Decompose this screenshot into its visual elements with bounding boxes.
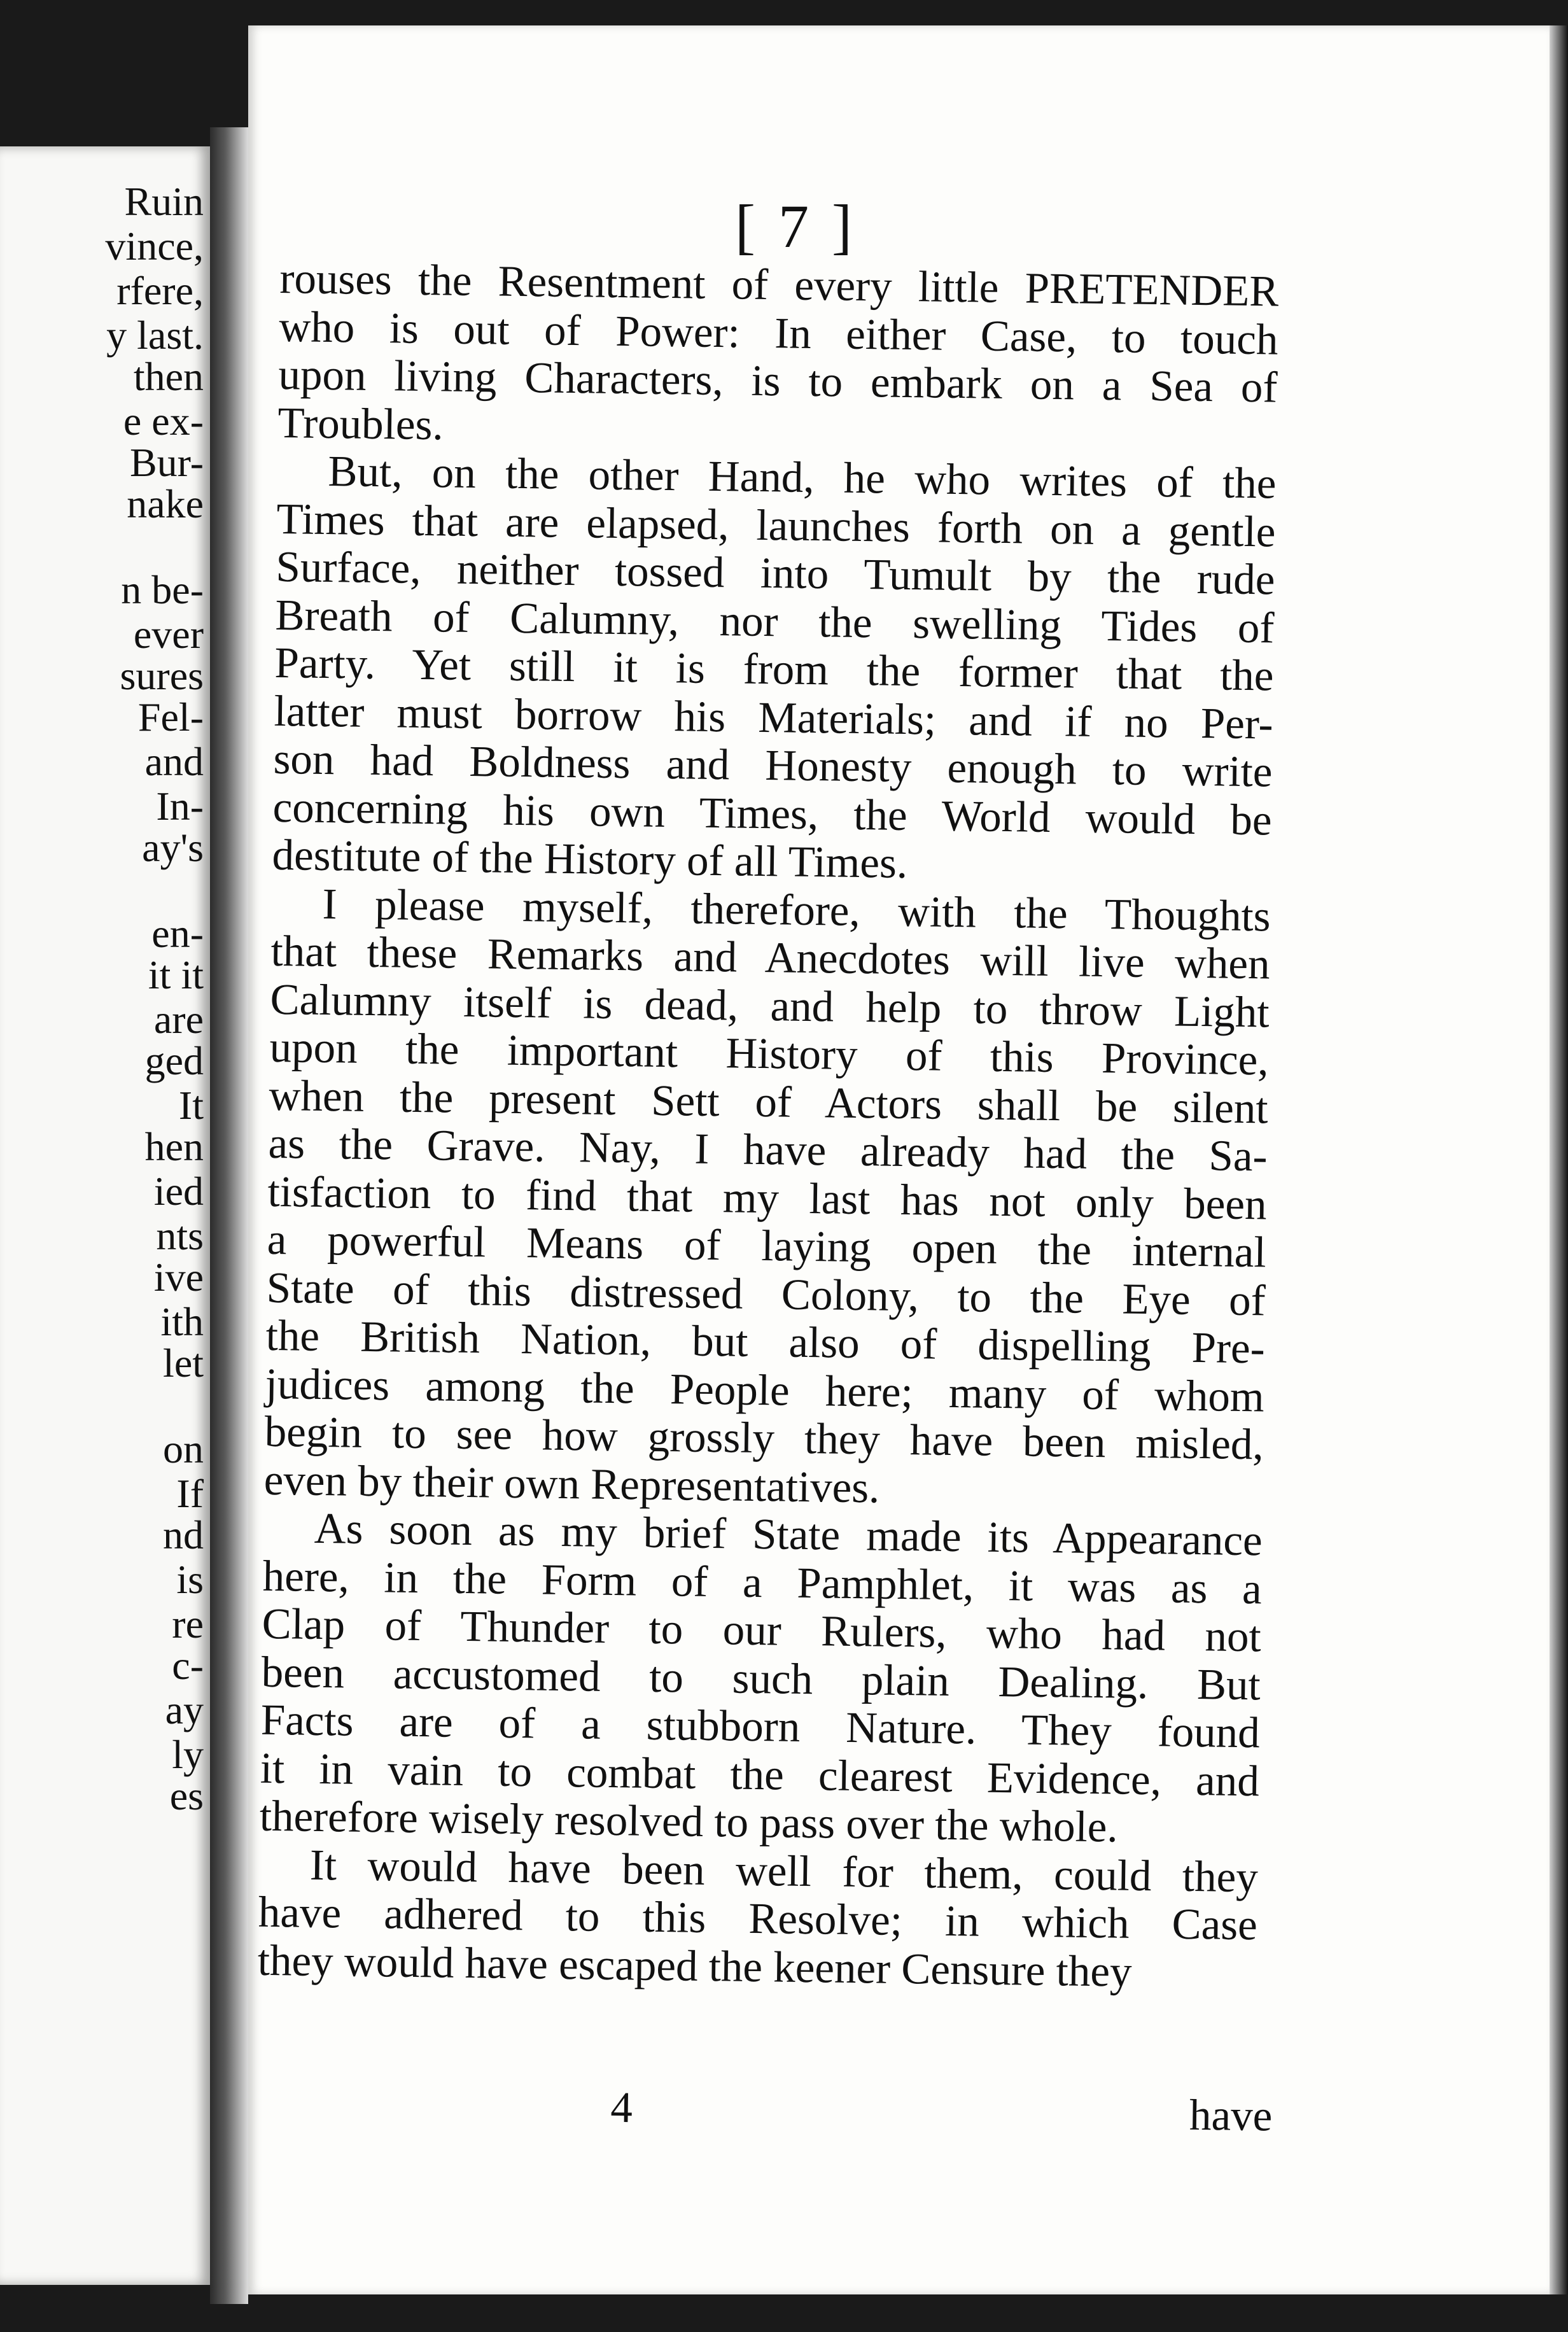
text-line: Troubles. (277, 398, 444, 449)
left-page-fragment: In- (156, 783, 204, 829)
left-page-fragment: ged (144, 1038, 204, 1083)
left-page-fragment: sures (120, 653, 204, 698)
text-line: who is out of Power: In either Case, to touch (279, 302, 1278, 364)
text-line: latter must borrow his Materials; and if no Per- (274, 686, 1273, 748)
left-page-fragment: it it (148, 952, 204, 997)
left-page-fragment: It (178, 1083, 204, 1128)
left-page-fragment: If (176, 1471, 204, 1516)
text-line: judices among the People here; many of whom (265, 1359, 1265, 1421)
text-line: here, in the Form of a Pamphlet, it was as a (262, 1551, 1263, 1613)
body-text (257, 255, 1278, 1997)
text-line: therefore wisely resolved to pass over the whole. (259, 1791, 1119, 1851)
text-line: It would have been well for them, could they (309, 1840, 1259, 1901)
book-gutter (210, 127, 248, 2304)
left-page-fragment: hen (144, 1124, 204, 1169)
text-line: Surface, neither tossed into Tumult by the rude (276, 542, 1275, 604)
left-page-fragment: ly (172, 1732, 204, 1777)
left-page-fragment: let (163, 1340, 204, 1386)
left-page-fragment: es (169, 1773, 204, 1818)
left-page-fragment: on (163, 1426, 204, 1472)
left-page-fragment: nd (163, 1512, 204, 1557)
text-line: Facts are of a stubborn Nature. They found (260, 1695, 1261, 1757)
text-line: it in vain to combat the clearest Evidence, and (260, 1743, 1260, 1805)
text-line: Calumny itself is dead, and help to throw Light (270, 974, 1270, 1036)
left-page-fragment: ever (133, 612, 204, 657)
left-page-fragment: ive (153, 1254, 204, 1300)
left-page-fragment: ay's (142, 825, 204, 870)
left-page-fragment: Fel- (137, 694, 204, 740)
left-page-fragment: and (144, 739, 204, 784)
page-edge (1550, 25, 1568, 2294)
text-line: destitute of the History of all Times. (272, 830, 908, 887)
text-line: begin to see how grossly they have been misled, (264, 1407, 1264, 1469)
left-page-fragment: e ex- (123, 398, 204, 444)
text-line: a powerful Means of laying open the internal (267, 1214, 1267, 1277)
page-number: [ 7 ] (735, 192, 856, 260)
left-page (0, 146, 210, 2285)
paragraph (263, 879, 1271, 1517)
paragraph (257, 1840, 1258, 1997)
text-line: State of this distressed Colony, to the Eye of (266, 1263, 1266, 1324)
text-line: they would have escaped the keener Censure they (257, 1935, 1133, 1996)
left-page-fragment: Ruin (124, 179, 204, 224)
left-page-fragment: y last. (106, 313, 204, 358)
text-line: that these Remarks and Anecdotes will live when (270, 926, 1271, 988)
text-line: as the Grave. Nay, I have already had the Sa- (268, 1118, 1268, 1181)
paragraph (272, 447, 1277, 892)
left-page-fragment: then (133, 354, 204, 399)
text-line: the British Nation, but also of dispelling Pre- (265, 1310, 1266, 1373)
text-line: have adhered to this Resolve; in which Case (258, 1887, 1258, 1949)
text-line: tisfaction to find that my last has not only been (267, 1167, 1268, 1228)
left-page-fragment: are (153, 997, 204, 1042)
left-page-fragment: nake (127, 481, 204, 526)
text-line: even by their own Representatives. (263, 1455, 880, 1512)
signature-mark: 4 (610, 2083, 633, 2132)
text-line: Times that are elapsed, launches forth on a gentle (276, 494, 1276, 556)
left-page-fragment: nts (156, 1213, 204, 1258)
text-line: Clap of Thunder to our Rulers, who had not (262, 1599, 1262, 1661)
text-line: concerning his own Times, the World would be (272, 782, 1273, 844)
paragraph (259, 1504, 1263, 1853)
text-line: But, on the other Hand, he who writes of the (328, 447, 1277, 508)
left-page-fragment: vince, (105, 223, 204, 269)
text-line: upon living Characters, is to embark on a Sea of (278, 349, 1278, 412)
catchword: have (1189, 2090, 1273, 2140)
left-page-fragment: ay (165, 1687, 204, 1732)
text-line: Breath of Calumny, nor the swelling Tides of (275, 590, 1275, 652)
left-page-fragment: en- (151, 911, 204, 956)
left-page-fragment: c- (172, 1643, 204, 1688)
left-page-fragment: Bur- (129, 440, 204, 485)
text-line: been accustomed to such plain Dealing. But (261, 1647, 1261, 1709)
left-page-fragment: ith (160, 1299, 204, 1344)
paragraph (277, 255, 1279, 460)
left-page-fragment: re (172, 1601, 204, 1647)
text-line: Party. Yet still it is from the former that the (274, 638, 1274, 700)
text-line: upon the important History of this Province, (269, 1022, 1270, 1085)
text-line: when the present Sett of Actors shall be silent (269, 1071, 1269, 1132)
text-line: rouses the Resentment of every little PRETENDER (279, 254, 1279, 316)
text-line: son had Boldness and Honesty enough to write (273, 734, 1273, 796)
left-page-fragment: ied (153, 1169, 204, 1214)
left-page-fragment: is (176, 1557, 204, 1602)
left-page-fragment: n be- (121, 567, 204, 612)
text-line: I please myself, therefore, with the Thoughts (322, 879, 1271, 940)
left-page-fragment: rfere, (116, 268, 204, 313)
text-line: As soon as my brief State made its Appearance (314, 1503, 1263, 1565)
